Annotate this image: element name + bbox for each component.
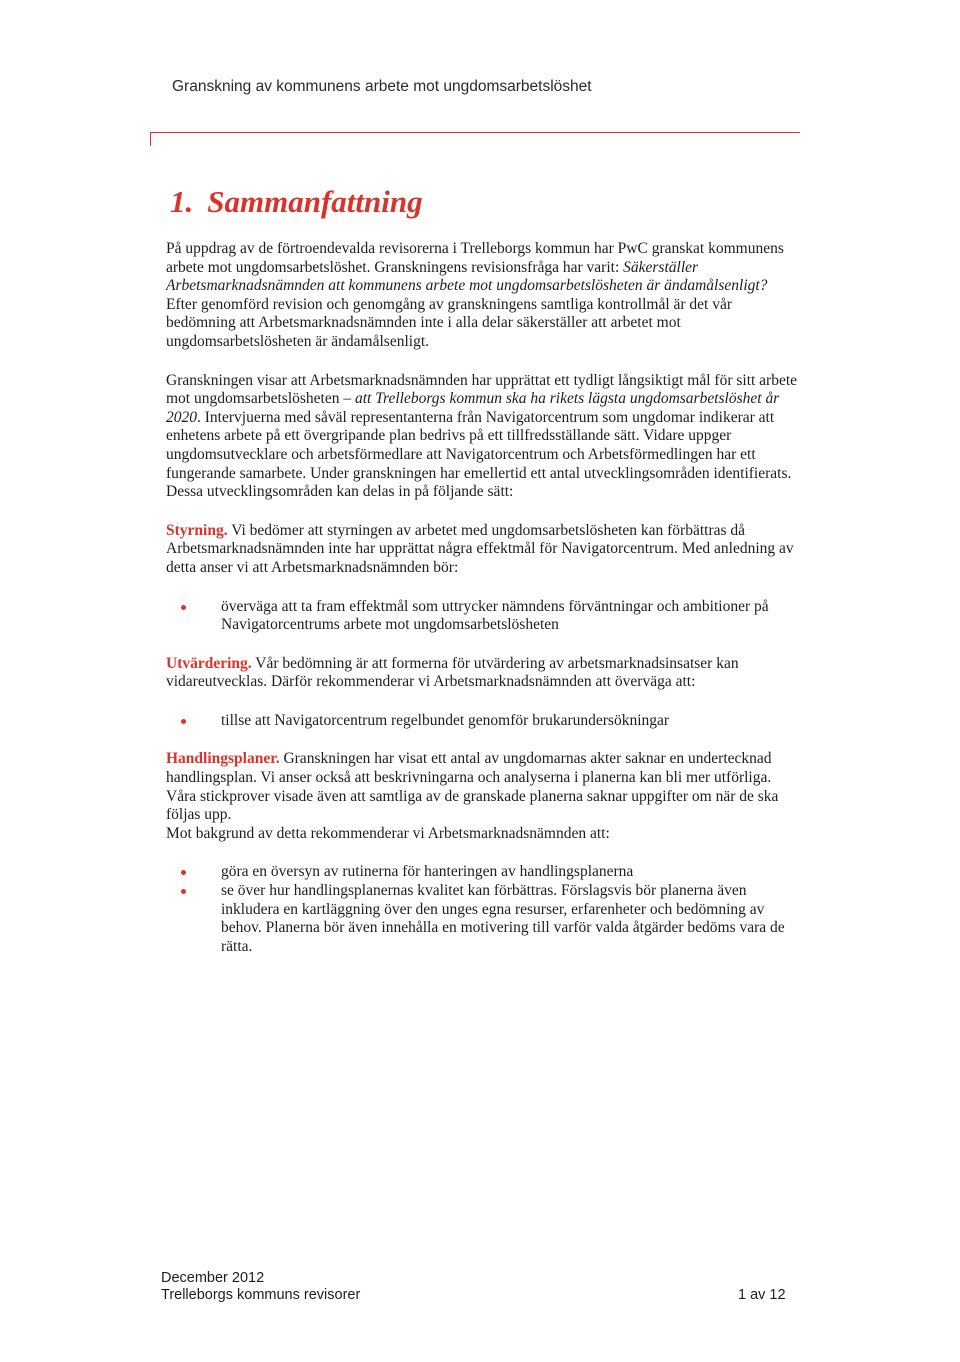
handlingsplaner-text: Granskningen har visat ett antal av ungdomarnas akter saknar en undertecknad handlingsplan. Vi anser också att beskrivningarna och analyserna i planerna kan bli mer utförliga. Våra stickprover visade även att samtliga av de granskade planerna saknar uppgifter om när de ska följas upp. [166, 750, 779, 824]
page-number: 1 av 12 [738, 1287, 786, 1303]
list-item: göra en översyn av rutinerna för hanteringen av handlingsplanerna [166, 863, 802, 882]
utvardering-recommendations [166, 712, 802, 731]
handlingsplaner-recommendations [166, 863, 802, 956]
header-rule [150, 132, 800, 133]
list-item: se över hur handlingsplanernas kvalitet kan förbättras. Förslagsvis bör planerna även inkludera en kartläggning över den unges egna resurser, erfarenheter och bedömning av behov. Planerna bör även innehålla en motivering till varför valda åtgärder bedöms vara de rätta. [166, 882, 802, 956]
handlingsplaner-paragraph-2: Mot bakgrund av detta rekommenderar vi Arbetsmarknadsnämnden att: [166, 824, 610, 842]
audit-question: Säkerställer Arbetsmarknadsnämnden att kommunens arbete mot ungdomsarbetslösheten är ändamålsenligt? [166, 258, 768, 295]
intro-p2-text-a: Granskningen visar att Arbetsmarknadsnämnden har upprättat ett tydligt långsiktigt mål för sitt arbete mot ungdomsarbetslösheten – [166, 371, 798, 408]
utvardering-heading: Utvärdering. [166, 654, 252, 672]
running-header: Granskning av kommunens arbete mot ungdomsarbetslöshet [172, 78, 592, 95]
handlingsplaner-heading: Handlingsplaner. [166, 750, 280, 768]
list-item: tillse att Navigatorcentrum regelbundet genomför brukarundersökningar [166, 712, 802, 731]
long-term-goal: att Trelleborgs kommun ska ha rikets lägsta ungdomsarbetslöshet år 2020 [166, 390, 780, 426]
section-title-text: Sammanfattning [207, 184, 423, 219]
styrning-text: Vi bedömer att styrningen av arbetet med ungdomsarbetslösheten kan förbättras då Arbetsmarknadsnämnden inte har upprättat några effektmål för Navigatorcentrum. Med anledning av detta anser vi att Arbetsmarknadsnämnden bör: [166, 521, 794, 576]
header-rule-tick [150, 132, 151, 146]
footer-date: December 2012 [161, 1270, 265, 1286]
intro-text-a: På uppdrag av de förtroendevalda revisorerna i Trelleborgs kommun har PwC granskat kommunens arbete mot ungdomsarbetslöshet. Granskningens revisionsfråga har varit: [166, 240, 784, 276]
utvardering-text: Vår bedömning är att formerna för utvärdering av arbetsmarknadsinsatser kan vidareutvecklas. Därför rekommenderar vi Arbetsmarknadsnämnden att överväga att: [166, 654, 739, 691]
document-body [166, 240, 802, 976]
intro-paragraph-2 [166, 372, 802, 502]
handlingsplaner-paragraph [166, 750, 802, 824]
intro-p2-text-b: . Intervjuerna med såväl representanterna från Navigatorcentrum som ungdomar indikerar att enhetens arbete på ett övergripande plan bedrivs på ett tillfredsställande sätt. Vidare uppger ungdomsutvecklare och arbetsförmedlare att Navigatorcentrum och Arbetsförmedlingen har ett fungerande samarbete. Under granskningen har emellertid ett antal utvecklingsområden identifierats. Dessa utvecklingsområden kan delas in på följande sätt: [166, 408, 792, 501]
utvardering-paragraph [166, 655, 802, 692]
intro-text-b: Efter genomförd revision och genomgång av granskningens samtliga kontrollmål är det vår bedömning att Arbetsmarknadsnämnden inte i alla delar säkerställer att arbetet mot ungdomsarbetslösheten är ändamålsenligt. [166, 295, 733, 350]
styrning-paragraph [166, 522, 802, 578]
footer-organization: Trelleborgs kommuns revisorer [161, 1287, 361, 1303]
list-item: överväga att ta fram effektmål som uttrycker nämndens förväntningar och ambitioner på Navigatorcentrums arbete mot ungdomsarbetslösheten [166, 598, 802, 635]
styrning-recommendations [166, 598, 802, 635]
section-number: 1. [170, 184, 194, 219]
section-title [170, 184, 423, 220]
intro-paragraph-1 [166, 240, 802, 352]
footer-info [161, 1270, 360, 1304]
styrning-heading: Styrning. [166, 521, 228, 539]
